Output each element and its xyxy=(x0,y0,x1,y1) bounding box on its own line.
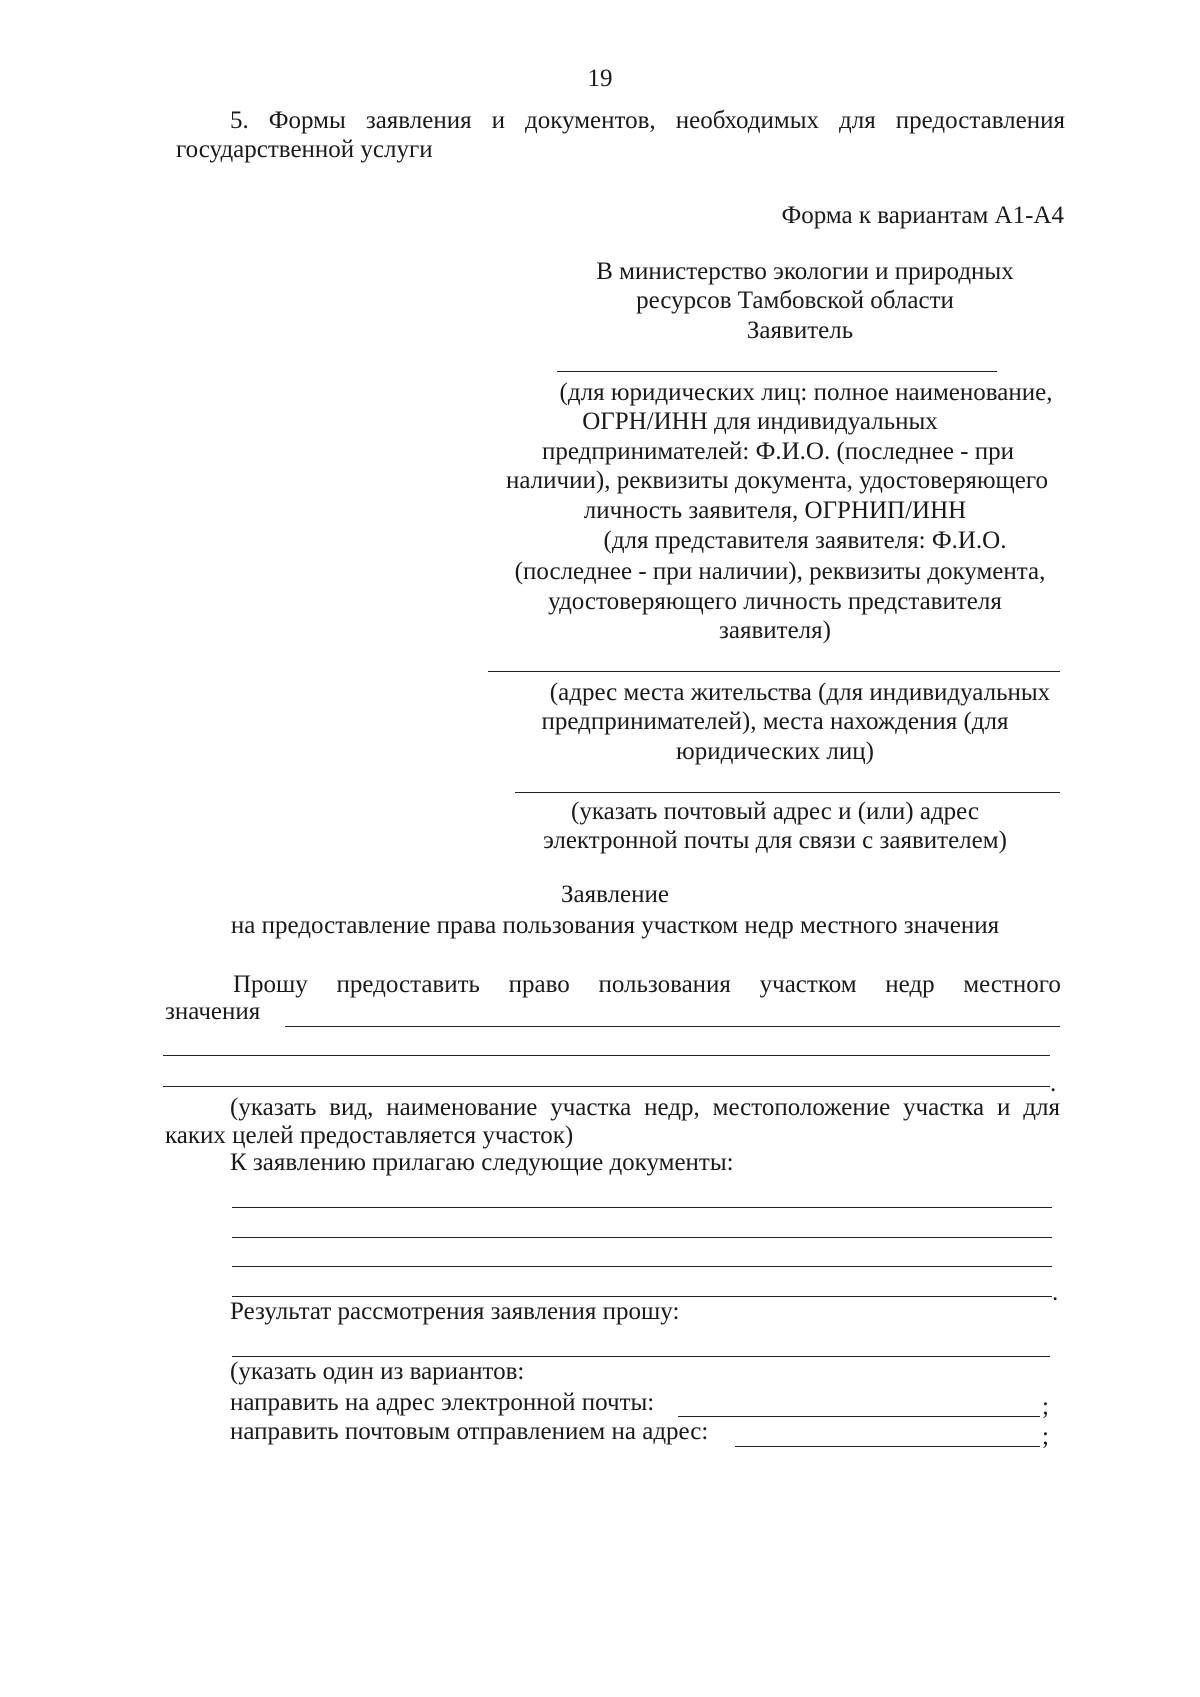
post-semicolon: ; xyxy=(1042,1423,1049,1450)
applicant-hint-line: личность заявителя, ОГРНИП/ИНН xyxy=(583,497,967,524)
attachment-field-period: . xyxy=(1052,1279,1059,1306)
request-line2-label: значения xyxy=(165,998,261,1025)
address-field[interactable] xyxy=(488,671,1060,672)
request-field-period: . xyxy=(1050,1070,1057,1097)
attachment-field-line[interactable] xyxy=(232,1266,1052,1267)
applicant-hint-line: удостоверяющего личность представителя xyxy=(548,588,1002,615)
document-title: Заявление xyxy=(560,881,670,908)
section-heading-word: заявления xyxy=(365,107,472,134)
request-hint-line1 xyxy=(230,1093,1060,1123)
request-field-line[interactable] xyxy=(163,1086,1050,1087)
applicant-hint-line: наличии), реквизиты документа, удостоверяющего xyxy=(505,467,1049,494)
form-label: Форма к вариантам А1-А4 xyxy=(781,202,1064,229)
request-word: местного xyxy=(963,971,1061,998)
option-post-label: направить почтовым отправлением на адрес: xyxy=(230,1418,709,1445)
address-hint-line: (адрес места жительства (для индивидуальных xyxy=(549,679,1051,706)
addressee-line2: ресурсов Тамбовской области xyxy=(636,287,954,314)
request-hint-word: вид, xyxy=(329,1094,374,1121)
applicant-hint-line: (для юридических лиц: полное наименование, xyxy=(559,379,1053,406)
request-field-line[interactable] xyxy=(285,1026,1060,1027)
page-number: 19 xyxy=(587,65,613,92)
request-hint-word: участка xyxy=(903,1094,985,1121)
request-word: предоставить xyxy=(336,971,480,998)
options-intro: (указать один из вариантов: xyxy=(230,1358,525,1385)
section-heading-word: предоставления xyxy=(895,107,1065,134)
attachment-field-line[interactable] xyxy=(232,1237,1052,1238)
email-field[interactable] xyxy=(678,1416,1040,1417)
applicant-name-field[interactable] xyxy=(557,371,997,372)
attachment-field-line[interactable] xyxy=(232,1207,1052,1208)
applicant-hint-line: ОГРН/ИНН для индивидуальных xyxy=(582,408,938,435)
request-word: пользования xyxy=(598,971,731,998)
section-heading-word: и xyxy=(491,107,506,134)
applicant-hint-line: предпринимателей: Ф.И.О. (последнее - при xyxy=(541,438,1015,465)
result-label: Результат рассмотрения заявления прошу: xyxy=(230,1298,680,1325)
postal-address-field[interactable] xyxy=(735,1446,1040,1447)
applicant-hint-line: заявителя) xyxy=(719,617,831,644)
option-email-label: направить на адрес электронной почты: xyxy=(230,1389,655,1416)
request-word: Прошу xyxy=(233,971,308,998)
contact-field[interactable] xyxy=(515,792,1060,793)
section-heading-word: 5. xyxy=(230,107,249,134)
attachments-label: К заявлению прилагаю следующие документы: xyxy=(230,1149,734,1176)
request-word: недр xyxy=(885,971,935,998)
request-word: право xyxy=(508,971,570,998)
document-subtitle: на предоставление права пользования участком недр местного значения xyxy=(230,912,1000,939)
applicant-label: Заявитель xyxy=(746,317,854,344)
contact-hint-line: (указать почтовый адрес и (или) адрес xyxy=(571,798,979,825)
request-hint-word: наименование xyxy=(386,1094,538,1121)
section-heading-word: необходимых xyxy=(675,107,820,134)
section-heading-word: Формы xyxy=(268,107,346,134)
contact-hint-line: электронной почты для связи с заявителем) xyxy=(543,827,1007,854)
address-hint-line: предпринимателей), места нахождения (для xyxy=(541,708,1009,735)
request-line1 xyxy=(233,970,1061,1000)
request-hint-word: (указать xyxy=(230,1094,317,1121)
email-semicolon: ; xyxy=(1042,1393,1049,1420)
address-hint-line: юридических лиц) xyxy=(676,738,874,765)
request-hint-word: для xyxy=(1023,1094,1060,1121)
request-hint-word: и xyxy=(996,1094,1011,1121)
request-hint-line2: каких целей предоставляется участок) xyxy=(165,1122,574,1149)
section-heading-word: для xyxy=(839,107,876,134)
request-hint-word: местоположение xyxy=(712,1094,891,1121)
request-field-line[interactable] xyxy=(163,1055,1050,1056)
request-hint-word: недр, xyxy=(644,1094,700,1121)
section-heading-word: документов, xyxy=(525,107,656,134)
section-heading-line2: государственной услуги xyxy=(176,136,433,163)
request-hint-word: участка xyxy=(550,1094,632,1121)
applicant-hint-line: (для представителя заявителя: Ф.И.О. xyxy=(603,527,1007,554)
addressee-line1: В министерство экологии и природных xyxy=(596,258,1014,285)
section-heading xyxy=(230,106,1065,136)
applicant-hint-line: (последнее - при наличии), реквизиты документа, xyxy=(514,558,1046,585)
request-word: участком xyxy=(759,971,857,998)
